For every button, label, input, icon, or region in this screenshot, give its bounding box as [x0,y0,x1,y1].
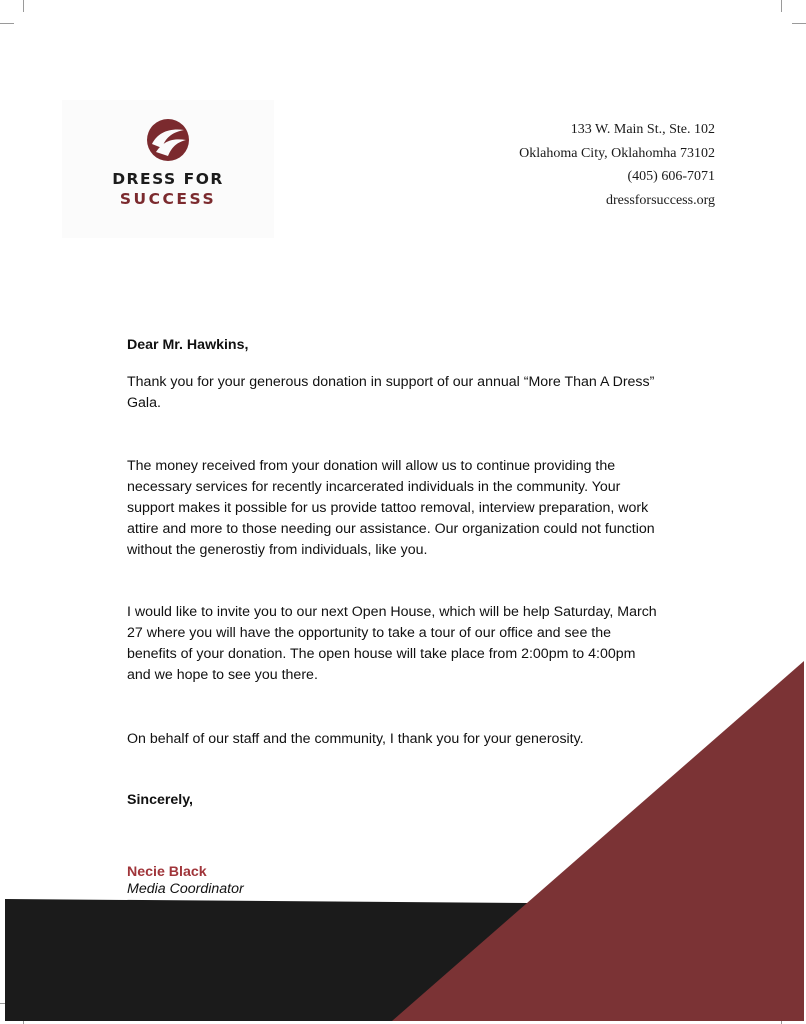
closing: Sincerely, [127,792,193,808]
dress-for-success-logo-mark-icon [146,118,190,162]
salutation: Dear Mr. Hawkins, [127,337,249,353]
address-website: dressforsuccess.org [606,192,715,208]
address-block [519,118,715,212]
logo [62,100,274,238]
paragraph-thanks: Thank you for your generous donation in support of our annual “More Than A Dress” Gala. [127,374,655,411]
logo-text-dress-for: DRESS FOR [112,170,224,188]
paragraph-invitation: I would like to invite you to our next Open House, which will be help Saturday, March 27 where you will have the opportunity to take a tour of our office and see the benefits of your donation. The open house will take place from 2:00pm to 4:00pm and we hope to see you there. [127,604,657,683]
address-phone: (405) 606-7071 [627,169,715,184]
signature-name: Necie Black [127,864,207,880]
paragraph-gratitude: On behalf of our staff and the community, I thank you for your generosity. [127,731,584,747]
logo-text-success: SUCCESS [119,190,217,208]
signature-title: Media Coordinator [127,881,244,897]
address-city: Oklahoma City, Oklahomha 73102 [519,145,715,161]
paragraph-impact: The money received from your donation will allow us to continue providing the necessary services for recently incarcerated individuals in the community. Your support makes it possible for us provide tattoo removal, interview preparation, work attire and more to those needing our assistance. Our organization could not function without the generostiy from individuals, like you. [127,458,655,558]
address-street: 133 W. Main St., Ste. 102 [570,122,715,137]
